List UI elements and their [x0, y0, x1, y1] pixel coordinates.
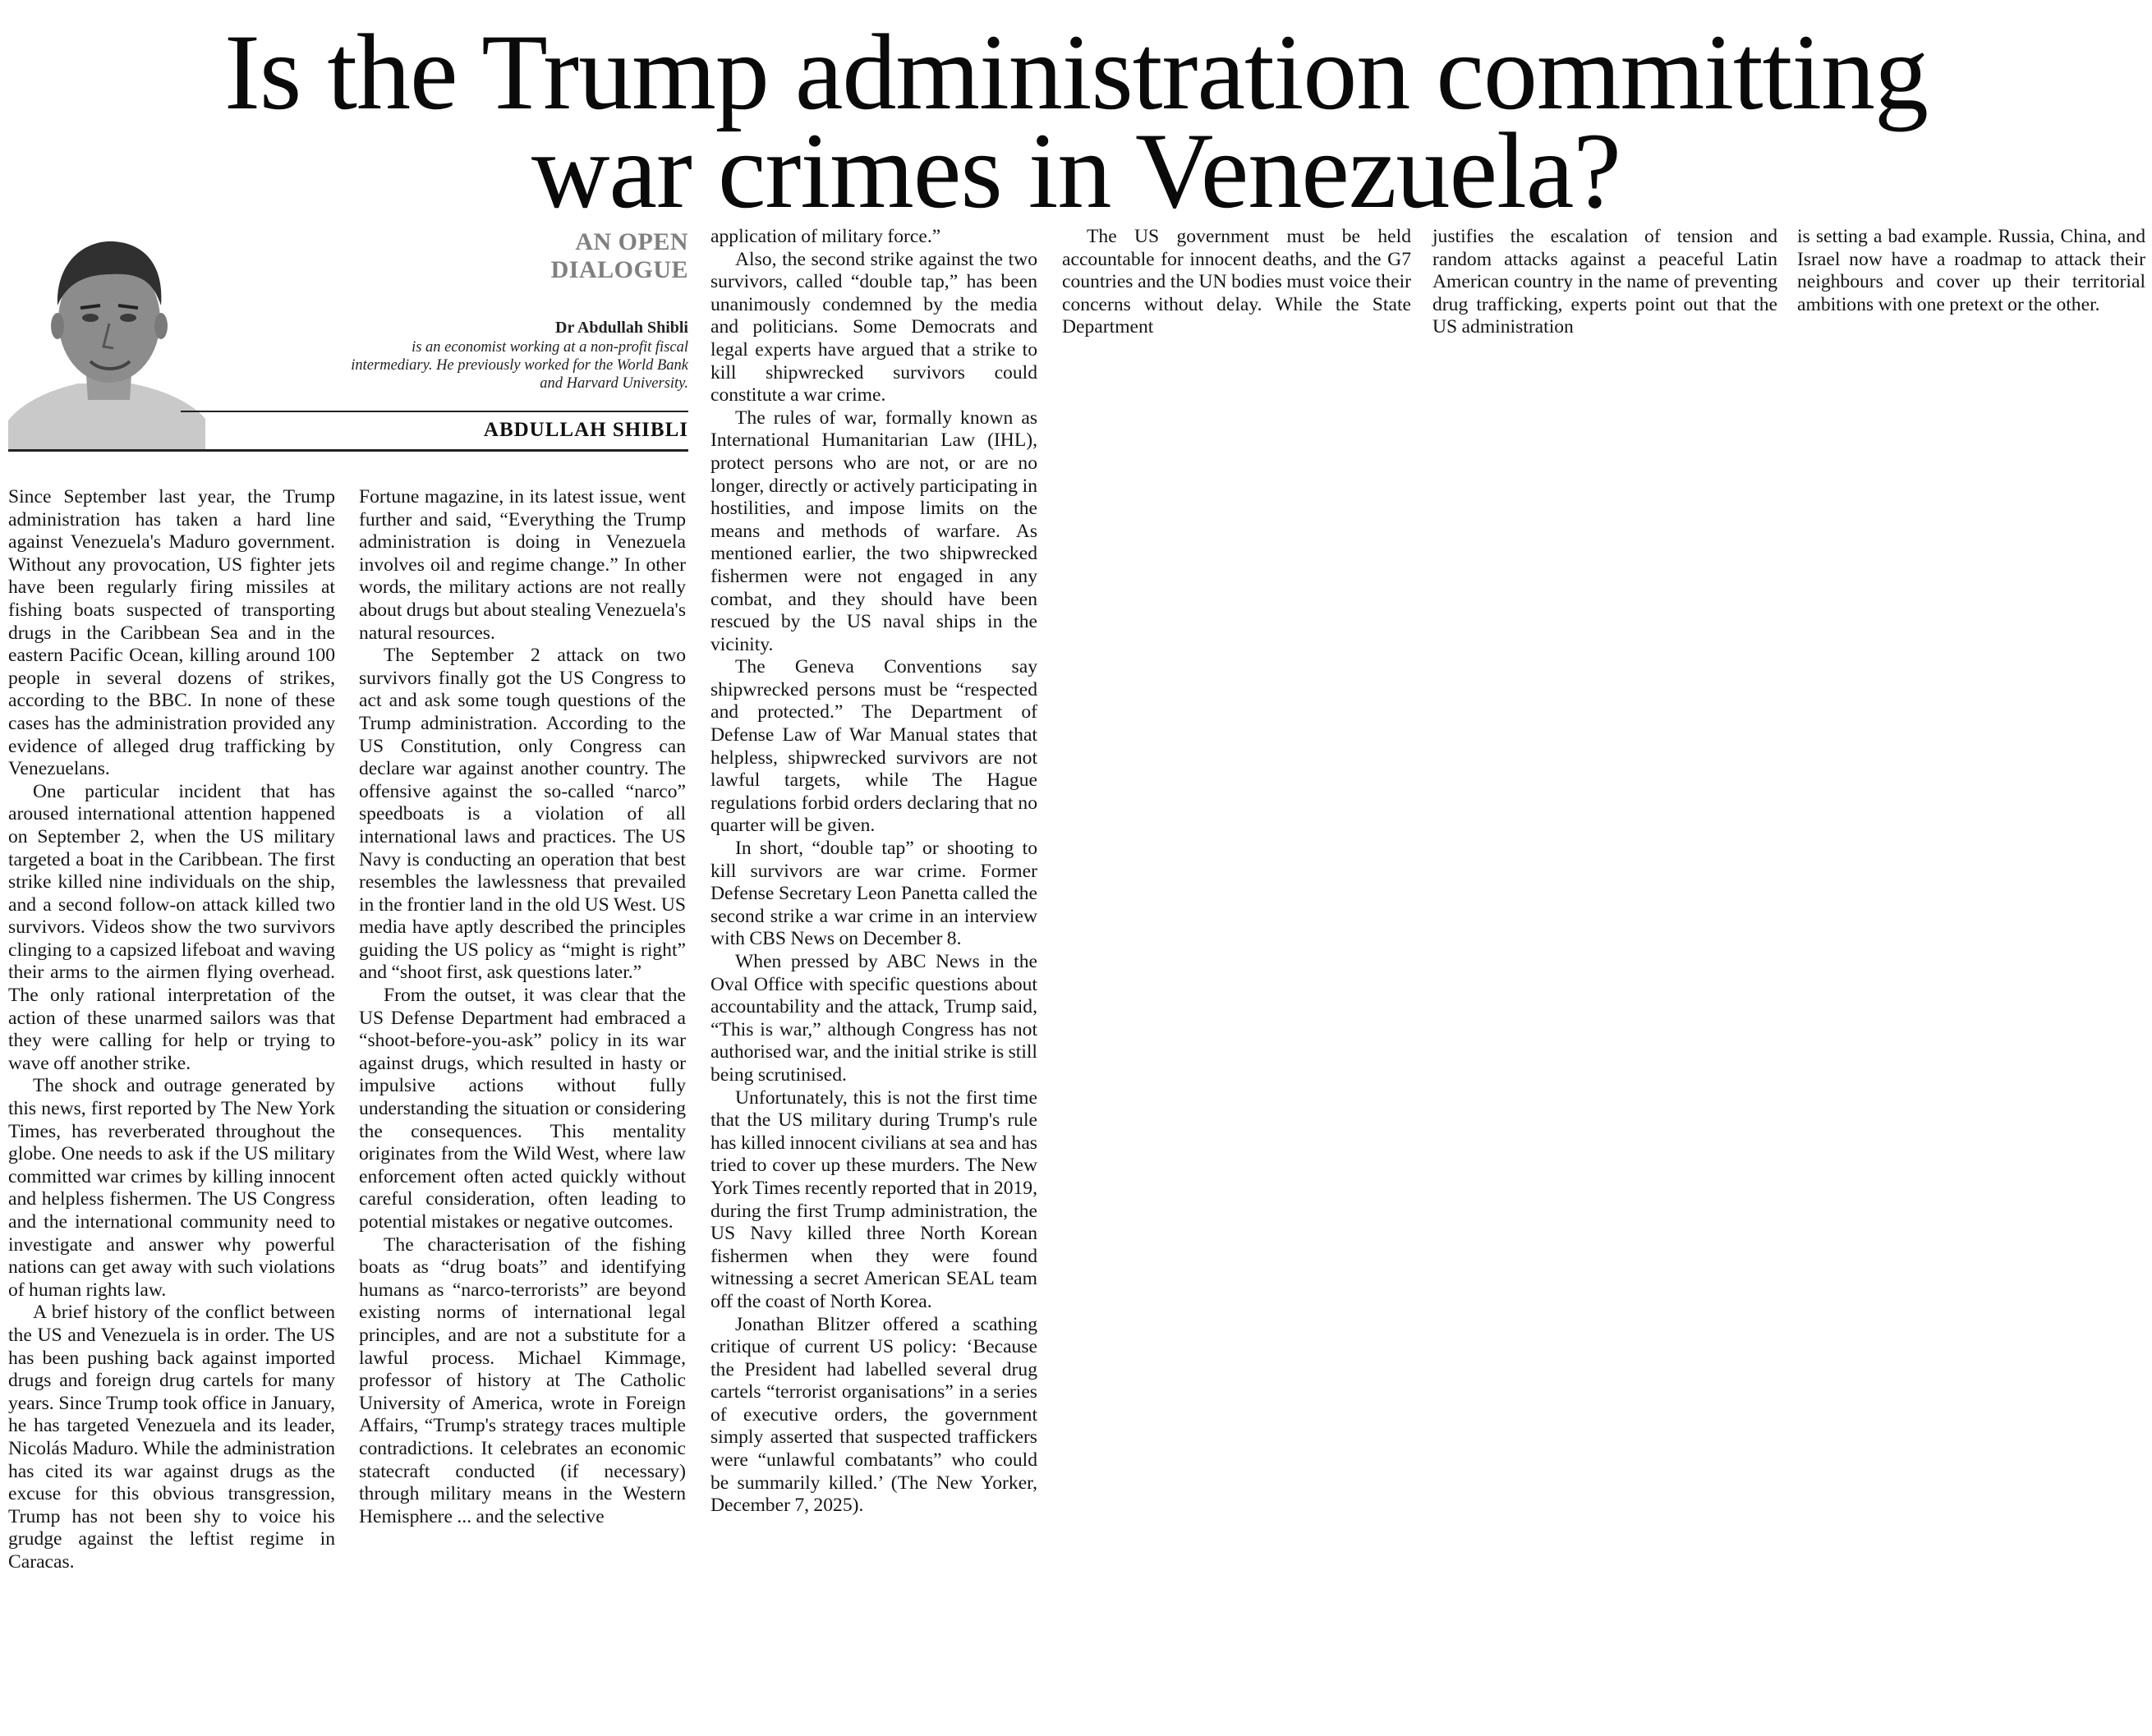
article-column-3 — [710, 226, 1037, 1518]
author-bio-text: is an economist working at a non-profit fiscal intermediary. He previously worked for the World Bank and Harvard University. — [351, 339, 688, 392]
byline-bottom-rule — [8, 449, 688, 452]
paragraph: From the outset, it was clear that the US Defense Department had embraced a “shoot-before-you-ask” policy in its war against drugs, which resulted in hasty or impulsive actions without fully understanding the situation or considering the consequences. This mentality originates from the Wild West, where law enforcement often acted quickly without careful consideration, often leading to potential mistakes or negative outcomes. — [359, 985, 686, 1233]
author-bio — [327, 319, 688, 393]
paragraph: is setting a bad example. Russia, China, and Israel now have a roadmap to attack their neighbours and cover up their territorial ambitions with one pretext or the other. — [1797, 226, 2145, 315]
paragraph: A brief history of the conflict between the US and Venezuela is in order. The US has been pushing back against imported drugs and foreign drug cartels for many years. Since Trump took office in January, he has targeted Venezuela and its leader, Nicolás Maduro. While the administration has cited its war against drugs as the excuse for this obvious transgression, Trump has not been shy to voice his grudge against the leftist regime in Caracas. — [8, 1302, 335, 1573]
paragraph: The characterisation of the fishing boats as “drug boats” and identifying humans as “narco-terrorists” are beyond existing norms of international legal principles, and are not a substitute for a lawful process. Michael Kimmage, professor of history at The Catholic University of America, wrote in Foreign Affairs, “Trump's strategy traces multiple contradictions. It celebrates an economic statecraft conducted (if necessary) through military means in the Western Hemisphere ... and the selective — [359, 1233, 686, 1527]
paragraph: Unfortunately, this is not the first time that the US military during Trump's rule has killed innocent civilians at sea and has tried to cover up these murders. The New York Times recently reported that in 2019, during the first Trump administration, the US Navy killed three North Korean fishermen when they were found witnessing a secret American SEAL team off the coast of North Korea. — [710, 1086, 1037, 1312]
headline-line-1: Is the Trump administration committing — [224, 11, 1928, 132]
paragraph: The shock and outrage generated by this news, first reported by The New York Times, has reverberated throughout the globe. One needs to ask if the US military committed war crimes by killing innocent and helpless fishermen. The US Congress and the international community need to investigate and answer why powerful nations can get away with such violations of human rights law. — [8, 1075, 335, 1301]
headline-line-2: war crimes in Venezuela? — [531, 110, 1621, 231]
paragraph: In short, “double tap” or shooting to kill survivors are war crime. Former Defense Secretary Leon Panetta called the second strike a war crime in an interview with CBS News on December 8. — [710, 838, 1037, 950]
paragraph: The rules of war, formally known as International Humanitarian Law (IHL), protect persons who are not, or are no longer, directly or actively participating in hostilities, and impose limits on the means and methods of warfare. As mentioned earlier, the two shipwrecked fishermen were not engaged in any combat, and they should have been rescued by the US naval ships in the vicinity. — [710, 406, 1037, 655]
author-name: Dr Abdullah Shibli — [555, 319, 688, 337]
article-column-6 — [1797, 226, 2145, 316]
paragraph: The September 2 attack on two survivors finally got the US Congress to act and ask some tough questions of the Trump administration. According to the US Constitution, only Congress can declare war against another country. The offensive against the so-called “narco” speedboats is a violation of all international laws and practices. The US Navy is conducting an operation that best resembles the lawlessness that prevailed in the frontier land in the old US West. US media have aptly described the principles guiding the US policy as “might is right” and “shoot first, ask questions later.” — [359, 645, 686, 984]
paragraph: One particular incident that has aroused international attention happened on September 2, when the US military targeted a boat in the Caribbean. The first strike killed nine individuals on the ship, and a second follow-on attack killed two survivors. Videos show the two survivors clinging to a capsized lifeboat and waving their arms to the airmen flying overhead. The only rational interpretation of the action of these unarmed sailors was that they were calling for help or trying to wave off another strike. — [8, 780, 335, 1074]
paragraph: Since September last year, the Trump administration has taken a hard line against Venezuela's Maduro government. Without any provocation, US fighter jets have been regularly firing missiles at fishing boats suspected of transporting drugs in the Caribbean Sea and in the eastern Pacific Ocean, killing around 100 people in several dozens of strikes, according to the BBC. In none of these cases has the administration provided any evidence of alleged drug trafficking by Venezuelans. — [8, 486, 335, 780]
paragraph: Also, the second strike against the two survivors, called “double tap,” has been unanimously condemned by the media and politicians. Some Democrats and legal experts have argued that a strike to kill shipwrecked survivors could constitute a war crime. — [710, 248, 1037, 406]
article-column-4 — [1062, 226, 1411, 339]
byline: ABDULLAH SHIBLI — [483, 419, 688, 441]
kicker-line-2: DIALOGUE — [550, 256, 688, 283]
paragraph: Jonathan Blitzer offered a scathing critique of current US policy: ‘Because the President had labelled several drug cartels “terrorist organisations” in a series of executive orders, the government simply asserted that suspected traffickers were “unlawful combatants” who could be summarily killed.’ (The New Yorker, December 7, 2025). — [710, 1313, 1037, 1517]
article-column-2 — [359, 486, 686, 1528]
byline-top-rule — [181, 411, 688, 412]
paragraph: The US government must be held accountable for innocent deaths, and the G7 countries and the UN bodies must voice their concerns without delay. While the State Department — [1062, 226, 1411, 338]
paragraph: When pressed by ABC News in the Oval Office with specific questions about accountability and the attack, Trump said, “This is war,” although Congress has not authorised war, and the initial strike is still being scrutinised. — [710, 951, 1037, 1086]
paragraph: application of military force.” — [710, 226, 941, 247]
headline — [0, 11, 2152, 231]
paragraph: The Geneva Conventions say shipwrecked persons must be “respected and protected.” The Department of Defense Law of War Manual states that helpless, shipwrecked survivors are not lawful targets, while The Hague regulations forbid orders declaring that no quarter will be given. — [710, 656, 1037, 837]
kicker-line-1: AN OPEN — [575, 228, 688, 255]
column-kicker — [551, 228, 688, 284]
paragraph: justifies the escalation of tension and random attacks against a peaceful Latin American country in the name of preventing drug trafficking, experts point out that the US administration — [1432, 226, 1777, 338]
article-column-1 — [8, 486, 335, 1574]
paragraph: Fortune magazine, in its latest issue, went further and said, “Everything the Trump administration is doing in Venezuela involves oil and regime change.” In other words, the military actions are not really about drugs but about stealing Venezuela's natural resources. — [359, 486, 686, 644]
author-photo — [8, 215, 205, 452]
article-column-5 — [1432, 226, 1777, 339]
